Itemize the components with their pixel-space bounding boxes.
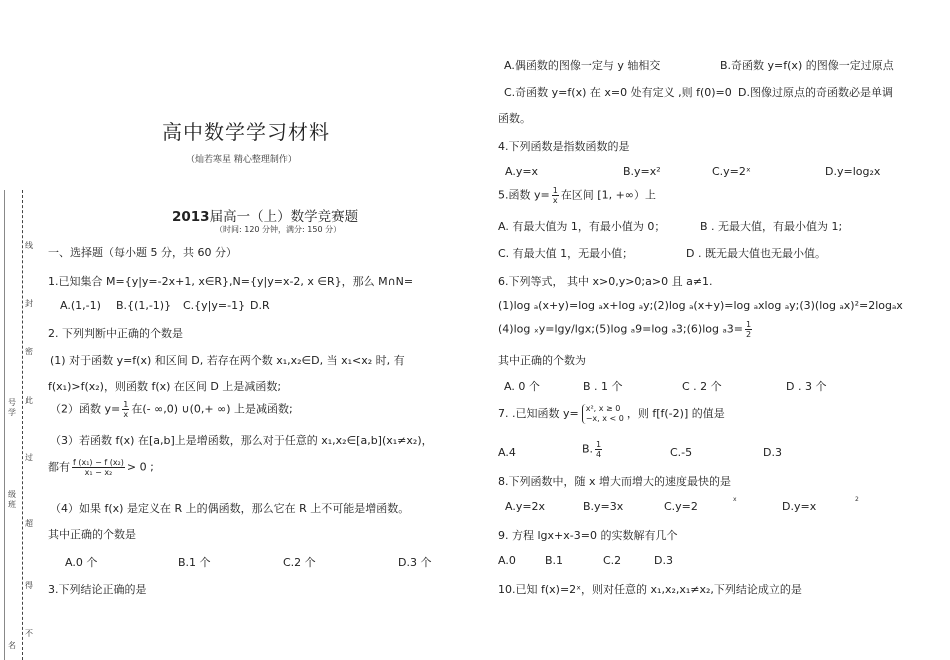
q1-option-a: A.(1,-1) xyxy=(60,299,101,312)
q7-option-b xyxy=(582,440,604,459)
q7-option-d: D.3 xyxy=(763,446,782,459)
q1-option-d: D.R xyxy=(250,299,270,312)
q6-fraction xyxy=(745,320,752,339)
q6-text: 6.下列等式， 其中 x>0,y>0;a>0 且 a≠1. xyxy=(498,275,713,288)
exam-title-text: 届高一（上）数学竞赛题 xyxy=(209,209,359,225)
fraction-numerator: 1 xyxy=(596,440,602,449)
exam-meta: （时间: 120 分钟，满分: 150 分） xyxy=(215,225,342,234)
fraction-numerator: f (x₁) − f (x₂) xyxy=(73,458,124,467)
q2-ask: 其中正确的个数是 xyxy=(48,528,136,541)
q4-text: 4.下列函数是指数函数的是 xyxy=(498,140,630,153)
q3-text: 3.下列结论正确的是 xyxy=(48,583,147,596)
q2-option-b: B.1 个 xyxy=(178,556,211,569)
q2-statement-3b xyxy=(48,458,154,477)
q5-text xyxy=(498,186,656,205)
q9-option-b: B.1 xyxy=(545,554,564,567)
q6-line2-prefix: (4)log ₓy=lgy/lgx;(5)log ₐ9=log ₐ3;(6)log ₐ3= xyxy=(498,322,743,336)
q6-option-c: C . 2 个 xyxy=(682,380,722,393)
fraction-denominator: x xyxy=(123,410,129,419)
class-label: 级班 xyxy=(8,490,16,509)
fraction-denominator: 4 xyxy=(596,450,602,459)
seal-char: 封 xyxy=(25,299,33,308)
q7-option-c: C.-5 xyxy=(670,446,693,459)
seal-char: 超 xyxy=(25,519,33,528)
fraction-denominator: x₁ − x₂ xyxy=(84,468,113,477)
q7-option-b-label: B. xyxy=(582,442,594,456)
q6-option-a: A. 0 个 xyxy=(504,380,540,393)
q8-option-d: D.y=x xyxy=(782,500,817,513)
q5-option-c: C. 有最大值 1，无最小值； xyxy=(498,247,634,260)
q8-text: 8.下列函数中，随 x 增大而增大的速度最快的是 xyxy=(498,475,731,488)
q6-line-2 xyxy=(498,320,754,339)
q5-option-a: A. 有最大值为 1，有最小值为 0； xyxy=(498,220,666,233)
q2-s3b-prefix: 都有 xyxy=(48,460,70,474)
student-id-label: 号学 xyxy=(8,398,16,417)
q6-ask: 其中正确的个数为 xyxy=(498,354,586,367)
q2-text: 2. 下列判断中正确的个数是 xyxy=(48,327,183,340)
seal-char: 线 xyxy=(25,241,33,250)
fraction-denominator: x xyxy=(552,196,558,205)
seal-line xyxy=(22,190,23,660)
q7-case-2: −x, x < 0 xyxy=(585,414,624,423)
q1-text: 1.已知集合 M={y|y=-2x+1, x∈R},N={y|y=x-2, x ∈R}，那么 M∩N= xyxy=(48,275,414,288)
q4-option-c: C.y=2ˣ xyxy=(712,165,751,178)
q2-s3b-fraction xyxy=(72,458,125,477)
page-subtitle: （灿若寒星 精心整理制作） xyxy=(186,155,297,165)
q2-statement-1: (1) 对于函数 y=f(x) 和区间 D, 若存在两个数 x₁,x₂∈D, 当 x₁<x₂ 时, 有 xyxy=(50,354,405,367)
name-label: 名 xyxy=(8,641,16,650)
q6-line-1: (1)log ₐ(x+y)=log ₐx+log ₐy;(2)log ₐ(x+y)=log ₐxlog ₐy;(3)(log ₐx)²=2logₐx xyxy=(498,299,903,312)
q2-s2-prefix: （2）函数 y= xyxy=(50,402,121,416)
fraction-numerator: 1 xyxy=(552,186,558,195)
q3-option-a: A.偶函数的图像一定与 y 轴相交 xyxy=(504,59,661,72)
page-title: 高中数学学习材料 xyxy=(162,120,330,144)
q10-text: 10.已知 f(x)=2ˣ，则对任意的 x₁,x₂,x₁≠x₂,下列结论成立的是 xyxy=(498,583,802,596)
q2-statement-1b: f(x₁)>f(x₂)，则函数 f(x) 在区间 D 上是减函数; xyxy=(48,380,282,393)
fraction-numerator: 1 xyxy=(745,320,752,329)
q2-statement-3: （3）若函数 f(x) 在[a,b]上是增函数，那么对于任意的 x₁,x₂∈[a,b](x₁≠x₂)， xyxy=(50,434,433,447)
q5-suffix: 在区间 [1, +∞）上 xyxy=(560,188,656,202)
q3-option-d-cont: 函数。 xyxy=(498,112,531,125)
q2-option-d: D.3 个 xyxy=(398,556,432,569)
q5-prefix: 5.函数 y= xyxy=(498,188,550,202)
q3-option-c: C.奇函数 y=f(x) 在 x=0 处有定义 ,则 f(0)=0 xyxy=(504,86,732,99)
q8-option-b: B.y=3x xyxy=(583,500,624,513)
q7-case-1: x², x ≥ 0 xyxy=(585,404,621,413)
q5-option-d: D . 既无最大值也无最小值。 xyxy=(686,247,826,260)
q7-prefix: 7. .已知函数 y= xyxy=(498,407,579,420)
fraction-denominator: 2 xyxy=(745,330,752,339)
seal-char: 得 xyxy=(25,581,33,590)
q6-option-d: D . 3 个 xyxy=(786,380,827,393)
seal-char: 不 xyxy=(25,629,33,638)
seal-char: 过 xyxy=(25,453,33,462)
q3-option-d: D.图像过原点的奇函数必是单调 xyxy=(738,86,893,99)
q2-statement-4: （4）如果 f(x) 是定义在 R 上的偶函数，那么它在 R 上不可能是增函数。 xyxy=(50,502,410,515)
q1-option-c: C.{y|y=-1} xyxy=(183,299,246,312)
q8-option-a: A.y=2x xyxy=(505,500,546,513)
q7-piecewise xyxy=(582,404,624,424)
exam-year: 2013 xyxy=(172,209,210,225)
q1-option-b: B.{(1,-1)} xyxy=(116,299,172,312)
binding-line xyxy=(4,190,5,660)
q8-option-c: C.y=2 xyxy=(664,500,698,513)
q8-option-d-exponent: 2 xyxy=(855,496,859,503)
q6-option-b: B . 1 个 xyxy=(583,380,623,393)
q2-s2-fraction xyxy=(122,400,129,419)
seal-char: 密 xyxy=(25,347,33,356)
q4-option-a: A.y=x xyxy=(505,165,539,178)
q7-option-b-fraction xyxy=(595,440,602,459)
q7-suffix: ，则 f[f(-2)] 的值是 xyxy=(626,407,725,420)
q2-option-c: C.2 个 xyxy=(283,556,316,569)
q2-option-a: A.0 个 xyxy=(65,556,98,569)
fraction-numerator: 1 xyxy=(123,400,129,409)
q9-option-a: A.0 xyxy=(498,554,516,567)
q2-s2-suffix: 在(- ∞,0) ∪(0,+ ∞) 上是减函数; xyxy=(131,402,293,416)
q4-option-d: D.y=log₂x xyxy=(825,165,881,178)
section-heading: 一、选择题（每小题 5 分，共 60 分） xyxy=(48,246,237,259)
q7-text xyxy=(498,404,725,424)
q5-option-b: B . 无最大值，有最小值为 1; xyxy=(700,220,843,233)
q4-option-b: B.y=x² xyxy=(623,165,661,178)
q9-option-c: C.2 xyxy=(603,554,622,567)
q9-text: 9. 方程 lgx+x-3=0 的实数解有几个 xyxy=(498,529,678,542)
q9-option-d: D.3 xyxy=(654,554,673,567)
q2-statement-2 xyxy=(50,400,293,419)
q5-fraction xyxy=(552,186,559,205)
q2-s3b-suffix: > 0 ; xyxy=(126,460,154,474)
q8-option-c-exponent: x xyxy=(733,496,737,503)
exam-title xyxy=(172,205,358,225)
q7-option-a: A.4 xyxy=(498,446,516,459)
seal-char: 此 xyxy=(25,396,33,405)
q3-option-b: B.奇函数 y=f(x) 的图像一定过原点 xyxy=(720,59,894,72)
